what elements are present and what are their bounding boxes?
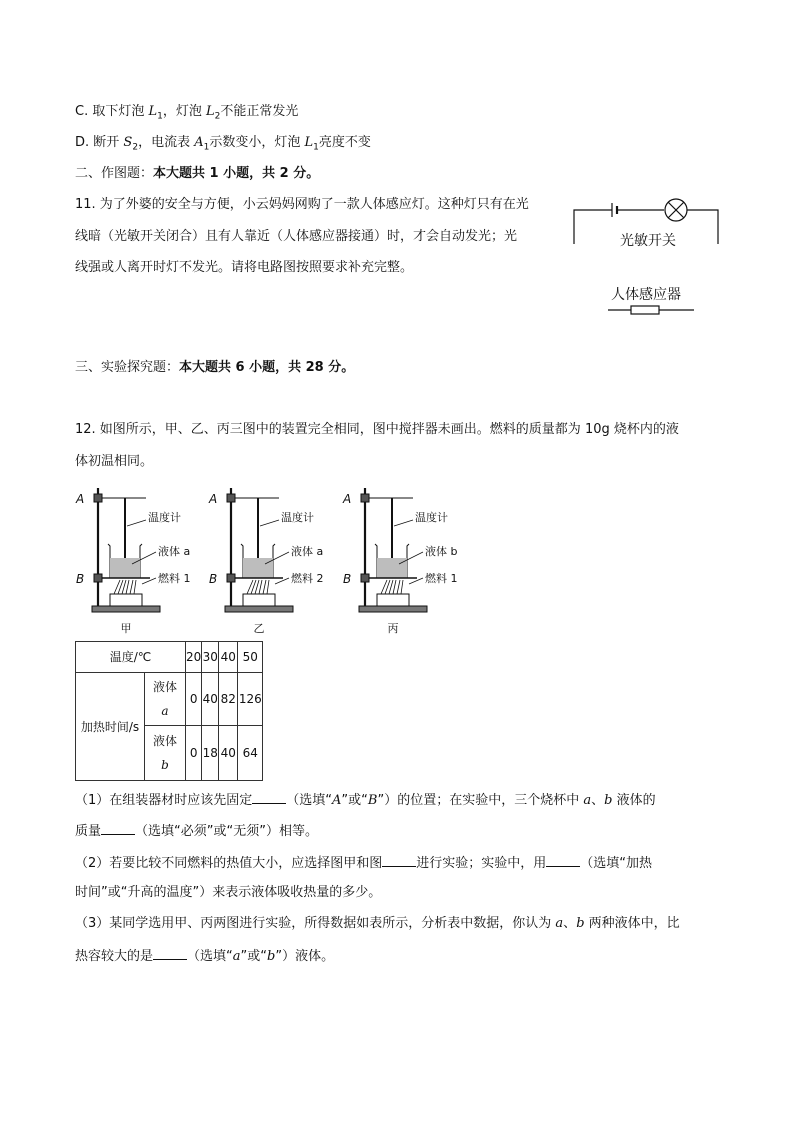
liquid — [110, 558, 140, 578]
table-cell: 126 — [238, 673, 263, 726]
q11-line3: 线强或人离开时灯不发光。请将电路图按照要求补充完整。 — [75, 260, 414, 275]
stand-base — [92, 606, 160, 612]
apparatus-3 — [342, 488, 458, 635]
circuit-diagram — [566, 192, 726, 322]
label-a: A — [343, 492, 352, 506]
temp-cell: 40 — [219, 642, 238, 673]
apparatus-2 — [208, 488, 324, 635]
temp-cell: 20 — [186, 642, 202, 673]
flame — [381, 580, 403, 594]
burner — [377, 594, 409, 606]
label-a: A — [209, 492, 218, 506]
liquid-b-label: 液体 b — [145, 726, 186, 781]
label-fuel: 燃料 2 — [291, 572, 324, 585]
clamp-a — [94, 494, 102, 502]
label-fuel: 燃料 1 — [158, 572, 191, 585]
label-setup-name: 乙 — [253, 622, 265, 635]
apparatus-figure — [70, 480, 470, 640]
label-setup-name: 甲 — [120, 622, 132, 635]
liquid — [243, 558, 273, 578]
label-thermometer: 温度计 — [281, 511, 314, 524]
table-cell: 18 — [202, 726, 219, 781]
table-cell: 0 — [186, 673, 202, 726]
label-b: B — [76, 572, 85, 586]
sub-question-1-line2: 质量 （选填“必须”或“无须”）相等。 — [75, 820, 318, 842]
clamp-b — [361, 574, 369, 582]
option-c: C. 取下灯泡 $L_1$，灯泡 $L_2$不能正常发光 — [75, 104, 299, 122]
burner — [110, 594, 142, 606]
sub-question-2-line1: （2）若要比较不同燃料的热值大小，应选择图甲和图 进行实验；实验中，用 （选填“加热 — [75, 852, 652, 874]
table-cell: 40 — [219, 726, 238, 781]
sub-question-3-line2: 热容较大的是 （选填“a”或“b”）液体。 — [75, 945, 334, 967]
label-thermometer: 温度计 — [148, 511, 181, 524]
table-cell: 64 — [238, 726, 263, 781]
photo-switch-label: 光敏开关 — [620, 233, 676, 249]
stand-base — [359, 606, 427, 612]
label-thermometer: 温度计 — [415, 511, 448, 524]
sub-question-1-line1: （1）在组装器材时应该先固定 （选填“A”或“B”）的位置；在实验中，三个烧杯中 a、b 液体的 — [75, 789, 656, 811]
temp-cell: 50 — [238, 642, 263, 673]
clamp-a — [227, 494, 235, 502]
sensor-label: 人体感应器 — [611, 287, 681, 303]
answer-blank[interactable] — [382, 852, 416, 867]
label-b: B — [343, 572, 352, 586]
apparatus-1 — [75, 488, 191, 635]
label-a: A — [76, 492, 85, 506]
data-table — [75, 641, 263, 781]
burner — [243, 594, 275, 606]
label-fuel: 燃料 1 — [425, 572, 458, 585]
label-b: B — [209, 572, 218, 586]
clamp-a — [361, 494, 369, 502]
sensor-resistor-icon — [631, 306, 659, 314]
sub-question-3-line1: （3）某同学选用甲、丙两图进行实验，所得数据如表所示，分析表中数据，你认为 a、b 两种液体中，比 — [75, 916, 680, 931]
liquid-a-label: 液体 a — [145, 673, 186, 726]
clamp-b — [227, 574, 235, 582]
option-d: D. 断开 $S_2$，电流表 $A_1$示数变小，灯泡 $L_1$亮度不变 — [75, 135, 371, 153]
label-liquid: 液体 b — [425, 545, 458, 558]
answer-blank[interactable] — [101, 820, 135, 835]
temp-header: 温度/℃ — [76, 642, 186, 673]
table-cell: 40 — [202, 673, 219, 726]
temp-cell: 30 — [202, 642, 219, 673]
label-liquid: 液体 a — [158, 545, 191, 558]
q12-line2: 体初温相同。 — [75, 454, 154, 469]
answer-blank[interactable] — [153, 945, 187, 960]
label-setup-name: 丙 — [387, 622, 399, 635]
q12-line1: 12. 如图所示，甲、乙、丙三图中的装置完全相同，图中搅拌器未画出。燃料的质量都为 10g 烧杯内的液 — [75, 422, 679, 437]
flame — [114, 580, 136, 594]
answer-blank[interactable] — [546, 852, 580, 867]
stand-base — [225, 606, 293, 612]
answer-blank[interactable] — [252, 789, 286, 804]
q11-line2: 线暗（光敏开关闭合）且有人靠近（人体感应器接通）时，才会自动发光；光 — [75, 229, 518, 244]
sub-question-2-line2: 时间”或“升高的温度”）来表示液体吸收热量的多少。 — [75, 885, 382, 900]
label-liquid: 液体 a — [291, 545, 324, 558]
table-cell: 0 — [186, 726, 202, 781]
flame — [247, 580, 269, 594]
liquid — [377, 558, 407, 578]
table-cell: 82 — [219, 673, 238, 726]
clamp-b — [94, 574, 102, 582]
q11-line1: 11. 为了外婆的安全与方便，小云妈妈网购了一款人体感应灯。这种灯只有在光 — [75, 197, 529, 212]
time-header: 加热时间/s — [76, 673, 145, 781]
section-heading-experiment: 三、实验探究题：本大题共 6 小题，共 28 分。 — [75, 360, 355, 375]
section-heading-drawing: 二、作图题：本大题共 1 小题，共 2 分。 — [75, 166, 320, 181]
